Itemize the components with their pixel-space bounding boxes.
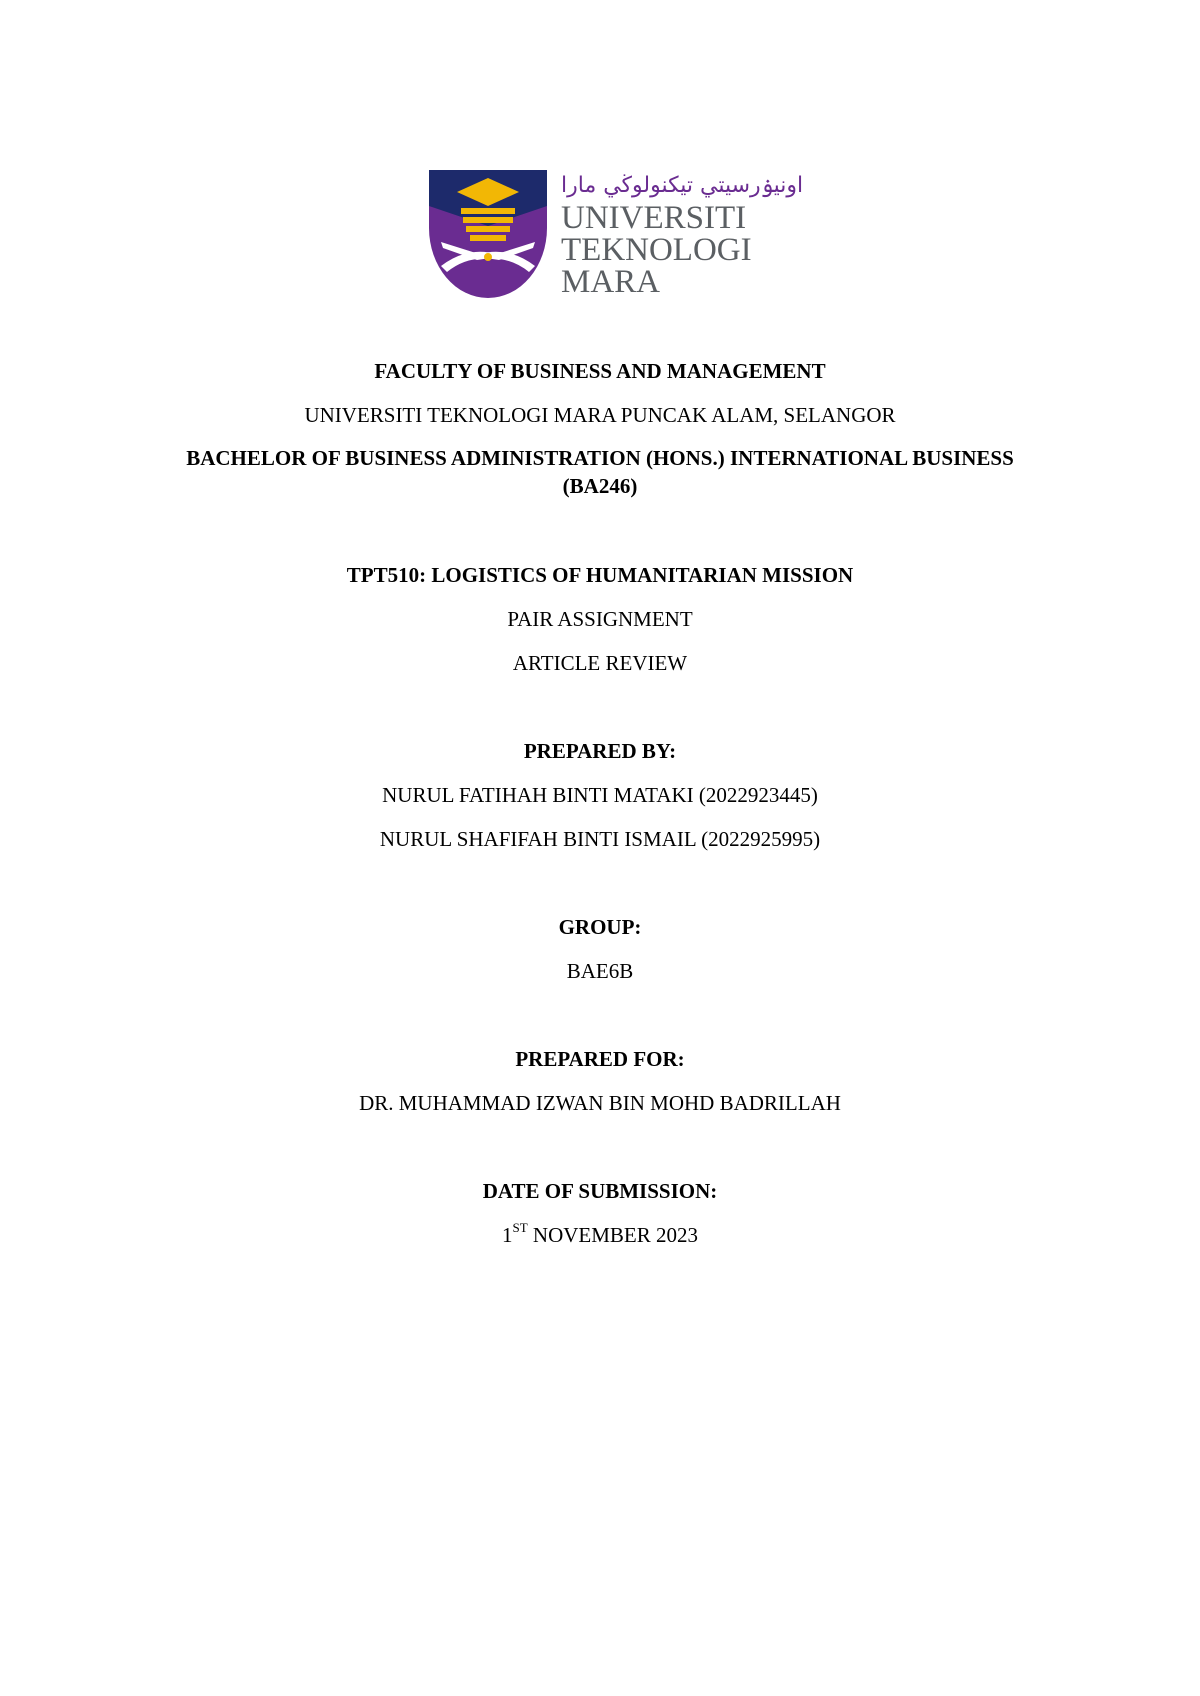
logo-arabic-text: اونيۏرسيتي تيكنولوڬي مارا <box>561 173 804 198</box>
group-label: GROUP: <box>558 915 642 939</box>
submission-month-year: NOVEMBER 2023 <box>527 1223 698 1247</box>
student-2: NURUL SHAFIFAH BINTI ISMAIL (2022925995) <box>379 827 821 851</box>
assignment-title: ARTICLE REVIEW <box>512 651 688 675</box>
logo-name-line2: TEKNOLOGI <box>561 232 752 268</box>
programme-name: BACHELOR OF BUSINESS ADMINISTRATION (HONS.) INTERNATIONAL BUSINESS (BA246) <box>186 446 1014 498</box>
group-value: BAE6B <box>566 959 634 983</box>
assignment-type: PAIR ASSIGNMENT <box>507 607 693 631</box>
logo-name-line3: MARA <box>561 264 661 300</box>
logo-name-line1: UNIVERSITI <box>561 200 747 236</box>
course-title: TPT510: LOGISTICS OF HUMANITARIAN MISSION <box>346 563 854 587</box>
submission-day-suffix: ST <box>512 1220 528 1235</box>
student-1: NURUL FATIHAH BINTI MATAKI (2022923445) <box>382 783 818 807</box>
submission-date-label: DATE OF SUBMISSION: <box>482 1179 718 1203</box>
prepared-by-label: PREPARED BY: <box>523 739 677 763</box>
prepared-for-label: PREPARED FOR: <box>515 1047 685 1071</box>
lecturer-name: DR. MUHAMMAD IZWAN BIN MOHD BADRILLAH <box>359 1091 841 1115</box>
uitm-logo <box>427 168 804 303</box>
submission-date <box>0 1222 1200 1248</box>
campus-name: UNIVERSITI TEKNOLOGI MARA PUNCAK ALAM, SELANGOR <box>304 403 896 427</box>
faculty-name: FACULTY OF BUSINESS AND MANAGEMENT <box>374 359 826 383</box>
crest-emblem <box>429 170 547 298</box>
submission-day: 1 <box>501 1223 513 1247</box>
